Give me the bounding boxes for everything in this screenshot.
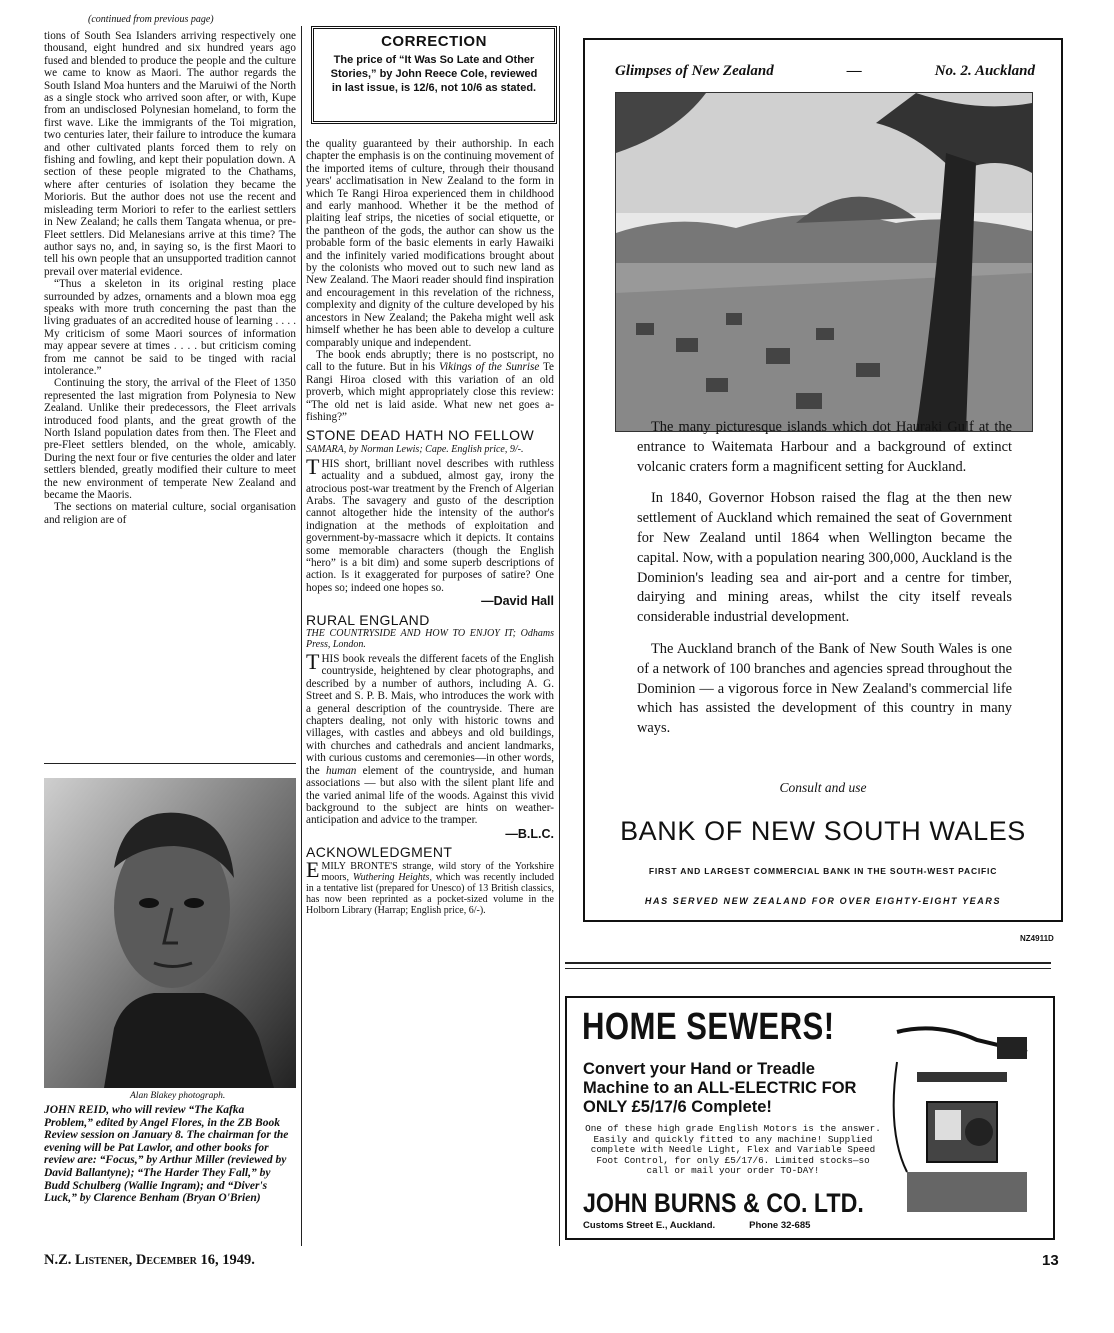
ack-b: which was recently included in a tentative list (prepared for Unesco) of 13 British classics, has now been reprinted as a pocket-sized volume in the Holborn Library (Harrap; English price, 6/-). (306, 871, 554, 916)
bank-tagline-2: HAS SERVED NEW ZEALAND FOR OVER EIGHTY-EIGHT YEARS (644, 896, 1002, 906)
correction-box (311, 26, 557, 124)
dropcap-2: T (306, 649, 320, 675)
ad-title-left: Glimpses of New Zealand (615, 63, 774, 79)
dropcap-1: T (306, 453, 320, 479)
col1-paragraph-2: “Thus a skeleton in its original resting place surrounded by adzes, ornaments and a blown moa egg speaks with more truth concerning the past than the living graduates of an accredited house of learning . . . . My criticism of some Maori sources of information may appear severe at times . . . . but criticism coming from me cannot be said to be tinged with racial intolerance.” (44, 278, 296, 377)
ad-code: NZ4911D (1020, 934, 1054, 943)
ad-paragraph-1: The many picturesque islands which dot Hauraki Gulf at the entrance to Waitemata Harbour and a background of extinct volcanic craters form a magnificent setting for Auckland. (637, 419, 1012, 475)
ad-divider-thin (565, 968, 1051, 969)
photo-credit: Alan Blakey photograph. (130, 1091, 226, 1101)
bookinfo-countryside: THE COUNTRYSIDE AND HOW TO ENJOY IT; Odhams Press, London. (306, 628, 554, 651)
correction-text: The price of “It Was So Late and Other Stories,” by John Reece Cole, reviewed in last issue, is 12/6, not 10/6 as stated. (330, 54, 538, 94)
col2-p2-end: Te Rangi Hiroa closed with this variation of an old proverb, which might appropriately close this review: “The old net is laid aside. What new net goes a-fishing?” (306, 361, 554, 423)
consult-line: Consult and use (779, 780, 867, 795)
ack-a: MILY BRONTE'S strange, wild story of the Yorkshire moors, (321, 860, 554, 883)
signature-blc: —B.L.C. (505, 826, 554, 841)
sewers-company: JOHN BURNS & CO. LTD. (583, 1188, 864, 1218)
review-countryside-em: human (325, 764, 357, 777)
sewers-phone: Phone 32-685 (749, 1220, 811, 1231)
col2-p2-start: The book ends abruptly; there is no postscript, no call to the future. But in his (306, 348, 554, 374)
correction-title: CORRECTION (381, 33, 487, 50)
footer-issue: N.Z. Listener, December 16, 1949. (44, 1252, 255, 1268)
harbour-engraving (616, 93, 1032, 431)
review-countryside-b: element of the countryside, and human associations — but also with the silent plant life and the varied animal life of the woods. Against this vivid background to the subject are hints on weather-anticipation and advice to the tramper. (306, 764, 554, 827)
review-countryside-a: HIS book reveals the different facets of the English countryside, heightened by clear photographs, and described by a number of authors, including A. G. Street and S. P. B. Mais, who introduces the work with a general description of the countryside. There are chapters dealing, not only with historic towns and villages, with castles and abbeys and old buildings, with churches and cathedrals and ancient landmarks, with curious customs and ceremonies—in other words, the (306, 653, 554, 777)
divider (44, 763, 296, 764)
column-2 (306, 138, 554, 916)
sewers-headline: HOME SEWERS! (582, 1006, 835, 1048)
sewing-motor-icon (887, 1012, 1043, 1222)
sewers-address-street: Customs Street E., Auckland. (583, 1220, 716, 1231)
heading-acknowledgment: ACKNOWLEDGMENT (306, 844, 453, 861)
home-sewers-advertisement (565, 996, 1055, 1240)
column-divider (301, 26, 302, 1246)
ad-title-dash: — (846, 63, 862, 79)
ad-title (615, 63, 1035, 80)
col2-paragraph-2 (306, 349, 554, 423)
portrait-photo (44, 778, 296, 1088)
ad-body (637, 418, 1012, 751)
bank-tagline-1: FIRST AND LARGEST COMMERCIAL BANK IN THE SOUTH-WEST PACIFIC (648, 866, 998, 876)
dropcap-3: E (306, 856, 320, 882)
review-samara-text: HIS short, brilliant novel describes with ruthless actuality and a subdued, almost gay, irony the atrocious post-war treatment by the French of Algerian Arabs. The savagery and gusto of the description cannot altogether hide the intensity of the author's indignation at the methods of exploitation and government-by-massacre which it depicts. It contains some memorable characters (though the English “hero” is a bit dim) and some superb descriptions of action. Is it exaggerated for purposes of satire? One hopes so; indeed one hopes so. (306, 457, 554, 594)
ack-em: Wuthering Heights, (352, 871, 432, 883)
review-samara (306, 453, 554, 594)
col1-paragraph-1: tions of South Sea Islanders arriving respectively one thousand, eight hundred and six hundred years ago fused and blended to produce the people and the culture we came to know as Maori. The author regards the South Island Moa hunters and the Maruiwi of the North as a single stock who arrived soon after, or with, Kupe from an undisclosed Polynesian homeland, to form the first wave. Like the immigrants of the Toi migration, two centuries later, their failure to introduce the kumara and other cultivated plants forced them to rely on fishing and fowling, and kept their population down. A section of these people migrated to the Chathams, where after centuries of isolation they became the Morioris. But the author does not use the recent and misleading term Moriori to refer to the earliest settlers in New Zealand; he calls them Tangata whenua, or pre-Fleet settlers. Did Melanesians arrive at this time? The author says no, and, in saying so, is the first Maori to tell his own people that an unsupported tradition cannot prevail over material evidence. (44, 30, 296, 278)
ad-title-right: No. 2. Auckland (934, 63, 1035, 79)
bookinfo-samara: SAMARA, by Norman Lewis; Cape. English price, 9/-. (306, 443, 524, 455)
ad-paragraph-3: The Auckland branch of the Bank of New South Wales is one of a network of 100 branches and agencies spread throughout the Dominion — a vigorous force in New Zealand's commercial life which has assisted the development of this country in many ways. (637, 640, 1012, 737)
ad-paragraph-2: In 1840, Governor Hobson raised the flag at the then new settlement of Auckland which remained the seat of Government for New Zealand until 1864 when Wellington became the capital. Now, with a population nearing 300,000, Auckland is the Dominion's leading sea and air-port and a centre for timber, dairying and mining areas, whilst the city itself reveals considerable industrial development. (637, 490, 1012, 626)
sewers-subheadline: Convert your Hand or Treadle Machine to an ALL-ELECTRIC FOR ONLY £5/17/6 Complete! (583, 1060, 857, 1116)
bank-advertisement (583, 38, 1063, 922)
signature-david-hall: —David Hall (481, 594, 554, 609)
heading-stone-dead: STONE DEAD HATH NO FELLOW (306, 427, 535, 444)
col2-paragraph-1: the quality guaranteed by their authorship. In each chapter the emphasis is on the continuing movement of the imported items of culture, through their thousand years' acclimatisation in New Zealand to the form in which Te Rangi Hiroa experienced them in childhood and early manhood. Whether it be the method of plaiting leaf strips, the niceties of social etiquette, or the pantheon of the gods, the author can show us the probable form of the basic elements in early Hawaiki and the infinitely varied modifications brought about by the colonists who moved out to such new land as New Zealand. The Maori reader should find inspiration and encouragement in this revelation of the richness, complexity and dignity of the culture developed by his ancestors in New Zealand; the Pakeha might well ask himself whether he has been able to develop a culture comparably unique and independent. (306, 138, 554, 349)
heading-rural-england: RURAL ENGLAND (306, 611, 430, 628)
col2-p2-title: Vikings of the Sunrise (439, 361, 540, 374)
acknowledgment-text (306, 856, 554, 916)
ad-divider (565, 962, 1051, 964)
sewers-address (583, 1220, 810, 1231)
col1-paragraph-4: The sections on material culture, social organisation and religion are of (44, 501, 296, 526)
column-divider-2 (559, 26, 560, 1246)
page-number: 13 (1042, 1252, 1059, 1269)
bank-name: BANK OF NEW SOUTH WALES (620, 816, 1026, 846)
portrait-illustration (44, 778, 296, 1088)
review-countryside (306, 649, 554, 827)
auckland-illustration (615, 92, 1033, 432)
photo-caption: JOHN REID, who will review “The Kafka Problem,” edited by Angel Flores, in the ZB Book Review session on January 8. The chairman for the evening will be Pat Lawlor, and other books for review are: “Focus,” by Arthur Miller (reviewed by David Ballantyne); “The Harder They Fall,” by Budd Schulberg (Wallie Ingram); and “Diver's Luck,” by Clarence Benham (Bryan O'Brien) (44, 1104, 289, 1205)
column-1 (44, 30, 296, 526)
continued-note: (continued from previous page) (88, 14, 214, 25)
col1-paragraph-3: Continuing the story, the arrival of the Fleet of 1350 represented the last migration from Polynesia to New Zealand. Unlike their predecessors, the Fleet arrivals introduced food plants, and the great growth of the North Island population dates from then. The Fleet and pre-Fleet settlers blended, on the whole, amicably. During the next four or five centuries the older and later settlers blended, greatly modified their culture to meet the new environment of temperate New Zealand and became the Maoris. (44, 377, 296, 502)
sewers-details: One of these high grade English Motors is the answer. Easily and quickly fitted to any machine! Supplied complete with Needle Light, Flex and Variable Speed Foot Control, for only £5/17/6. Limited stocks—so call or mail your order TO-DAY! (585, 1123, 881, 1176)
